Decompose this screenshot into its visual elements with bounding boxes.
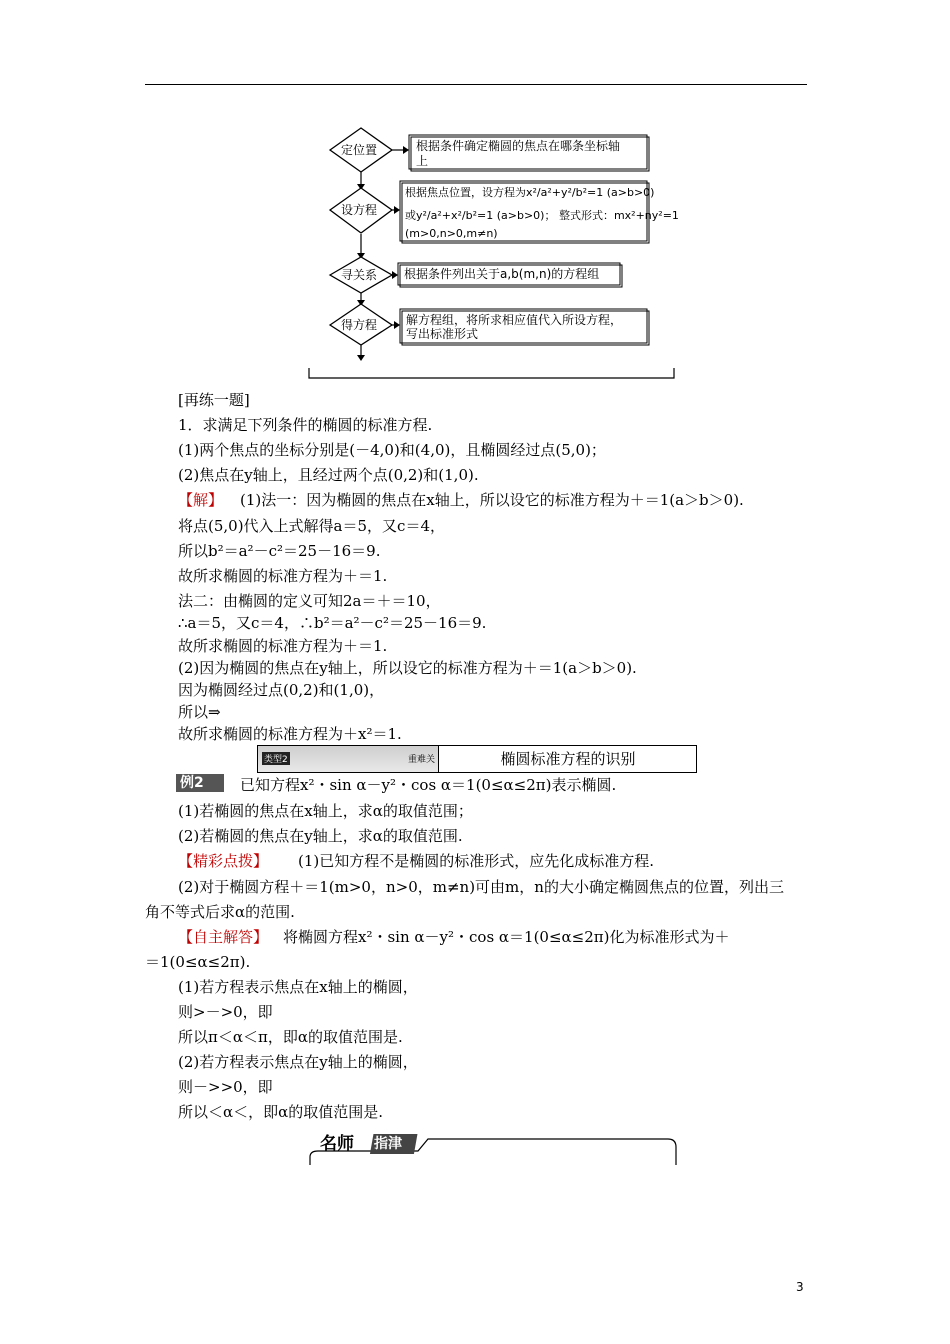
example-q1: (1)若椭圆的焦点在x轴上，求α的取值范围； <box>178 802 473 820</box>
page-number: 3 <box>796 1280 804 1294</box>
solution-line: 故所求椭圆的标准方程为＋＝1. <box>178 567 388 585</box>
type-badge: 类型2 <box>262 752 290 765</box>
teacher-tips-label: 名师 <box>320 1134 354 1154</box>
answer-line: 则>－>0，即 <box>178 1003 273 1021</box>
tip-tag: 【精彩点拨】 <box>178 852 269 870</box>
step-1-label: 定位置 <box>341 143 378 157</box>
tip-line-3: 角不等式后求α的范围. <box>145 903 295 921</box>
teacher-tips-banner <box>308 1131 678 1167</box>
step-2-desc-line: (m>0,n>0,m≠n) <box>405 227 498 240</box>
difficulty-badge: 重难关 <box>408 755 436 765</box>
solution-line: 所以b²＝a²－c²＝25－16＝9. <box>178 542 381 560</box>
step-3-label: 寻关系 <box>341 268 378 282</box>
answer-line: 将椭圆方程x²・sin α－y²・cos α＝1(0≤α≤2π)化为标准形式为＋ <box>283 928 730 946</box>
solution-line: (1)法一：因为椭圆的焦点在x轴上，所以设它的标准方程为＋＝1(a＞b＞0). <box>240 491 744 509</box>
answer-line: 所以＜α＜，即α的取值范围是. <box>178 1103 384 1121</box>
example-badge: 例2 <box>176 774 224 792</box>
question-1: (1)两个焦点的坐标分别是(－4,0)和(4,0)，且椭圆经过点(5,0)； <box>178 441 606 459</box>
step-4-label: 得方程 <box>341 318 378 332</box>
question-intro: 1．求满足下列条件的椭圆的标准方程. <box>178 416 433 434</box>
step-3-desc-line: 根据条件列出关于a,b(m,n)的方程组 <box>404 267 600 281</box>
example-stem: 已知方程x²・sin α－y²・cos α＝1(0≤α≤2π)表示椭圆. <box>240 776 617 794</box>
section-title: 椭圆标准方程的识别 <box>438 746 697 772</box>
solution-line: ∴a＝5，又c＝4，∴b²＝a²－c²＝25－16＝9. <box>178 614 487 632</box>
solution-line: 法二：由椭圆的定义可知2a＝＋＝10， <box>178 592 441 610</box>
solution-line: (2)因为椭圆的焦点在y轴上，所以设它的标准方程为＋＝1(a＞b＞0). <box>178 659 637 677</box>
answer-line: 所以π＜α＜π，即α的取值范围是. <box>178 1028 403 1046</box>
solution-line: 将点(5,0)代入上式解得a＝5，又c＝4， <box>178 517 445 535</box>
example-q2: (2)若椭圆的焦点在y轴上，求α的取值范围. <box>178 827 463 845</box>
section-type-bar <box>257 745 697 773</box>
solution-line: 因为椭圆经过点(0,2)和(1,0)， <box>178 681 385 699</box>
step-2-desc-line: 或y²/a²+x²/b²=1 (a>b>0)； 整式形式：mx²+ny²=1 <box>405 209 679 222</box>
solution-line: 故所求椭圆的标准方程为＋＝1. <box>178 637 388 655</box>
step-4-desc-line: 写出标准形式 <box>406 327 479 341</box>
answer-line: (2)若方程表示焦点在y轴上的椭圆， <box>178 1053 418 1071</box>
step-1-desc-line: 根据条件确定椭圆的焦点在哪条坐标轴 <box>416 139 621 153</box>
solution-line: 所以⇒ <box>178 703 221 721</box>
practice-heading: [再练一题] <box>178 391 250 409</box>
solution-tag: 【解】 <box>178 491 224 509</box>
question-2: (2)焦点在y轴上，且经过两个点(0,2)和(1,0). <box>178 466 479 484</box>
answer-tag: 【自主解答】 <box>178 928 269 946</box>
answer-line: (1)若方程表示焦点在x轴上的椭圆， <box>178 978 418 996</box>
step-2-label: 设方程 <box>341 203 378 217</box>
answer-line: 则－>>0，即 <box>178 1078 273 1096</box>
step-1-desc-line: 上 <box>416 154 429 168</box>
type-bar-left <box>258 746 438 772</box>
solution-line: 故所求椭圆的标准方程为＋x²＝1. <box>178 725 402 743</box>
answer-line: ＝1(0≤α≤2π). <box>145 953 251 971</box>
step-4-desc-line: 解方程组，将所求相应值代入所设方程， <box>406 313 623 327</box>
tip-line-1: (1)已知方程不是椭圆的标准形式，应先化成标准方程. <box>298 852 655 870</box>
teacher-tips-label-2: 指津 <box>374 1136 402 1152</box>
step-2-desc-line: 根据焦点位置，设方程为x²/a²+y²/b²=1 (a>b>0) <box>405 186 655 199</box>
tip-line-2: (2)对于椭圆方程＋＝1(m>0，n>0，m≠n)可由m，n的大小确定椭圆焦点的位置，列出三 <box>178 878 784 896</box>
